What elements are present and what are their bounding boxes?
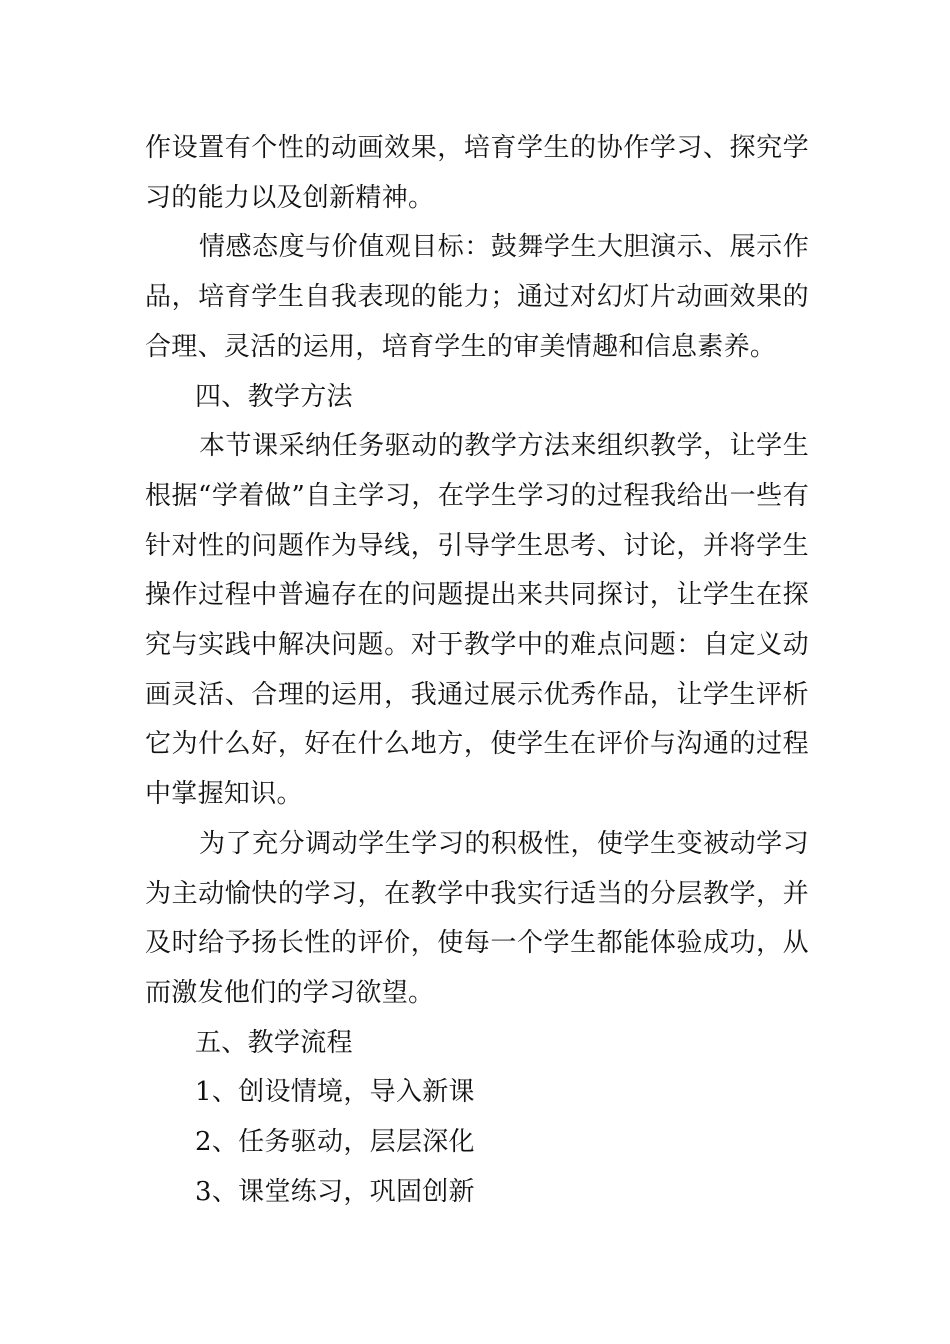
document-body xyxy=(145,124,809,1217)
paragraph-layered-teaching: 为了充分调动学生学习的积极性，使学生变被动学习为主动愉快的学习，在教学中我实行适当的分层教学，并及时给予扬长性的评价，使每一个学生都能体验成功，从而激发他们的学习欲望。 xyxy=(145,828,809,1008)
list-item-process-3: 3、课堂练习，巩固创新 xyxy=(195,1176,475,1207)
paragraph-teaching-methods: 本节课采纳任务驱动的教学方法来组织教学，让学生根据“学着做”自主学习，在学生学习的过程我给出一些有针对性的问题作为导线，引导学生思考、讨论，并将学生操作过程中普遍存在的问题提出来共同探讨，让学生在探究与实践中解决问题。对于教学中的难点问题：自定义动画灵活、合理的运用，我通过展示优秀作品，让学生评析它为什么好，好在什么地方，使学生在评价与沟通的过程中掌握知识。 xyxy=(145,431,809,810)
list-item-process-2: 2、任务驱动，层层深化 xyxy=(195,1127,475,1158)
paragraph-goals-continued: 作设置有个性的动画效果，培育学生的协作学习、探究学习的能力以及创新精神。 xyxy=(145,133,809,213)
list-item-process-1: 1、创设情境，导入新课 xyxy=(195,1077,475,1108)
section-heading-teaching-methods: 四、教学方法 xyxy=(195,381,353,412)
paragraph-emotion-goals: 情感态度与价值观目标：鼓舞学生大胆演示、展示作品，培育学生自我表现的能力；通过对幻灯片动画效果的合理、灵活的运用，培育学生的审美情趣和信息素养。 xyxy=(145,232,809,362)
section-heading-teaching-process: 五、教学流程 xyxy=(195,1027,353,1058)
